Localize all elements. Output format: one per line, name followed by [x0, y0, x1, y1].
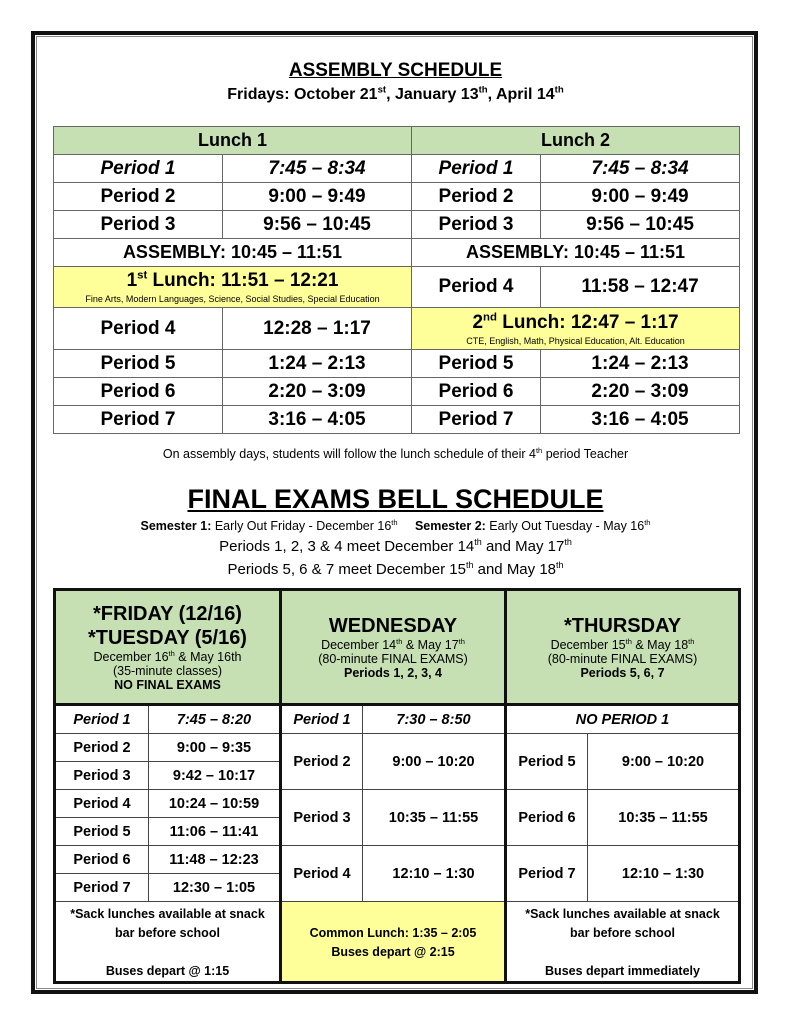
assembly-title: ASSEMBLY SCHEDULE — [288, 60, 503, 81]
finals-schedule-table — [53, 588, 741, 984]
table-row — [54, 183, 740, 211]
assembly-note: On assembly days, students will follow the lunch schedule of their 4th period Teacher — [162, 445, 629, 461]
period-label: Period 4 — [281, 846, 363, 902]
period-time: 11:48 – 12:23 — [149, 846, 281, 874]
period-label: Period 7 — [54, 406, 223, 434]
period-time: 12:10 – 1:30 — [363, 846, 506, 902]
table-row — [54, 211, 740, 239]
period-time: 10:35 – 11:55 — [588, 790, 740, 846]
semester-dates: Semester 1: Early Out Friday - December 16th Semester 2: Early Out Tuesday - May 16th — [140, 517, 651, 533]
table-row — [55, 846, 740, 874]
assembly-row — [54, 239, 740, 267]
period-time: 12:28 – 1:17 — [223, 308, 412, 350]
wednesday-footer-note: Common Lunch: 1:35 – 2:05 Buses depart @ 2:15 — [281, 902, 506, 983]
period-label: Period 5 — [506, 734, 588, 790]
period-time: 11:06 – 11:41 — [149, 818, 281, 846]
period-label: Period 3 — [281, 790, 363, 846]
period-time: 9:00 – 9:49 — [223, 183, 412, 211]
period-label: Period 3 — [412, 211, 541, 239]
period-time: 9:00 – 9:49 — [541, 183, 740, 211]
period-time: 1:24 – 2:13 — [541, 350, 740, 378]
period-time: 7:30 – 8:50 — [363, 705, 506, 734]
second-lunch-departments: CTE, English, Math, Physical Education, Alt. Education — [466, 335, 685, 346]
period-label: Period 7 — [55, 874, 149, 902]
period-label: Period 4 — [55, 790, 149, 818]
period-time: 9:56 – 10:45 — [223, 211, 412, 239]
second-lunch-time: 2nd Lunch: 12:47 – 1:17 — [472, 311, 679, 333]
table-row — [54, 267, 740, 308]
period-time: 10:24 – 10:59 — [149, 790, 281, 818]
period-label: Period 1 — [54, 155, 223, 183]
assembly-time-lunch2: ASSEMBLY: 10:45 – 11:51 — [412, 239, 740, 267]
period-label: Period 3 — [54, 211, 223, 239]
period-label: Period 2 — [54, 183, 223, 211]
period-label: Period 6 — [55, 846, 149, 874]
second-lunch-cell — [412, 308, 740, 350]
table-row — [54, 378, 740, 406]
table-row — [55, 734, 740, 762]
period-label: Period 1 — [55, 705, 149, 734]
period-time: 2:20 – 3:09 — [541, 378, 740, 406]
lunch2-header: Lunch 2 — [412, 127, 740, 155]
period-time: 7:45 – 8:34 — [541, 155, 740, 183]
period-time: 7:45 – 8:34 — [223, 155, 412, 183]
assembly-schedule-table — [53, 126, 740, 434]
period-label: Period 7 — [506, 846, 588, 902]
period-label: Period 5 — [55, 818, 149, 846]
table-row — [54, 406, 740, 434]
period-time: 2:20 – 3:09 — [223, 378, 412, 406]
finals-header-row — [55, 590, 740, 705]
period-label: Period 7 — [412, 406, 541, 434]
wednesday-header: WEDNESDAY December 14th & May 17th (80-minute FINAL EXAMS) Periods 1, 2, 3, 4 — [281, 590, 506, 705]
no-period-1: NO PERIOD 1 — [506, 705, 740, 734]
period-label: Period 4 — [54, 308, 223, 350]
period-time: 9:00 – 10:20 — [363, 734, 506, 790]
meet-line-2: Periods 5, 6 & 7 meet December 15th and May 18th — [227, 560, 564, 578]
period-time: 9:00 – 10:20 — [588, 734, 740, 790]
period-label: Period 6 — [506, 790, 588, 846]
period-time: 3:16 – 4:05 — [541, 406, 740, 434]
period-label: Period 2 — [281, 734, 363, 790]
period-label: Period 2 — [55, 734, 149, 762]
period-label: Period 3 — [55, 762, 149, 790]
period-time: 9:00 – 9:35 — [149, 734, 281, 762]
period-label: Period 1 — [281, 705, 363, 734]
meet-line-1: Periods 1, 2, 3 & 4 meet December 14th and May 17th — [219, 537, 572, 555]
period-time: 3:16 – 4:05 — [223, 406, 412, 434]
period-time: 9:42 – 10:17 — [149, 762, 281, 790]
first-lunch-departments: Fine Arts, Modern Languages, Science, Social Studies, Special Education — [85, 294, 380, 304]
period-time: 9:56 – 10:45 — [541, 211, 740, 239]
table-row — [54, 308, 740, 350]
period-label: Period 6 — [412, 378, 541, 406]
period-label: Period 6 — [54, 378, 223, 406]
assembly-time-lunch1: ASSEMBLY: 10:45 – 11:51 — [54, 239, 412, 267]
first-lunch-time: 1st Lunch: 11:51 – 12:21 — [126, 269, 339, 291]
first-lunch-cell — [54, 267, 412, 308]
table-row — [54, 155, 740, 183]
period-label: Period 2 — [412, 183, 541, 211]
friday-footer-note: *Sack lunches available at snack bar before school Buses depart @ 1:15 — [55, 902, 281, 983]
period-label: Period 5 — [54, 350, 223, 378]
period-label: Period 5 — [412, 350, 541, 378]
finals-footer-row — [55, 902, 740, 983]
period-time: 1:24 – 2:13 — [223, 350, 412, 378]
finals-title: FINAL EXAMS BELL SCHEDULE — [187, 484, 604, 514]
period-time: 12:30 – 1:05 — [149, 874, 281, 902]
friday-tuesday-header: *FRIDAY (12/16) *TUESDAY (5/16) December 16th & May 16th (35-minute classes) NO FINAL EXAMS — [55, 590, 281, 705]
table-header-row — [54, 127, 740, 155]
period-time: 12:10 – 1:30 — [588, 846, 740, 902]
table-row — [54, 350, 740, 378]
period-label: Period 4 — [412, 267, 541, 308]
period-time: 7:45 – 8:20 — [149, 705, 281, 734]
period-label: Period 1 — [412, 155, 541, 183]
table-row — [55, 790, 740, 818]
lunch1-header: Lunch 1 — [54, 127, 412, 155]
assembly-dates: Fridays: October 21st, January 13th, April 14th — [227, 84, 564, 103]
period-time: 11:58 – 12:47 — [541, 267, 740, 308]
period-time: 10:35 – 11:55 — [363, 790, 506, 846]
table-row — [55, 705, 740, 734]
thursday-header: *THURSDAY December 15th & May 18th (80-minute FINAL EXAMS) Periods 5, 6, 7 — [506, 590, 740, 705]
thursday-footer-note: *Sack lunches available at snack bar before school Buses depart immediately — [506, 902, 740, 983]
